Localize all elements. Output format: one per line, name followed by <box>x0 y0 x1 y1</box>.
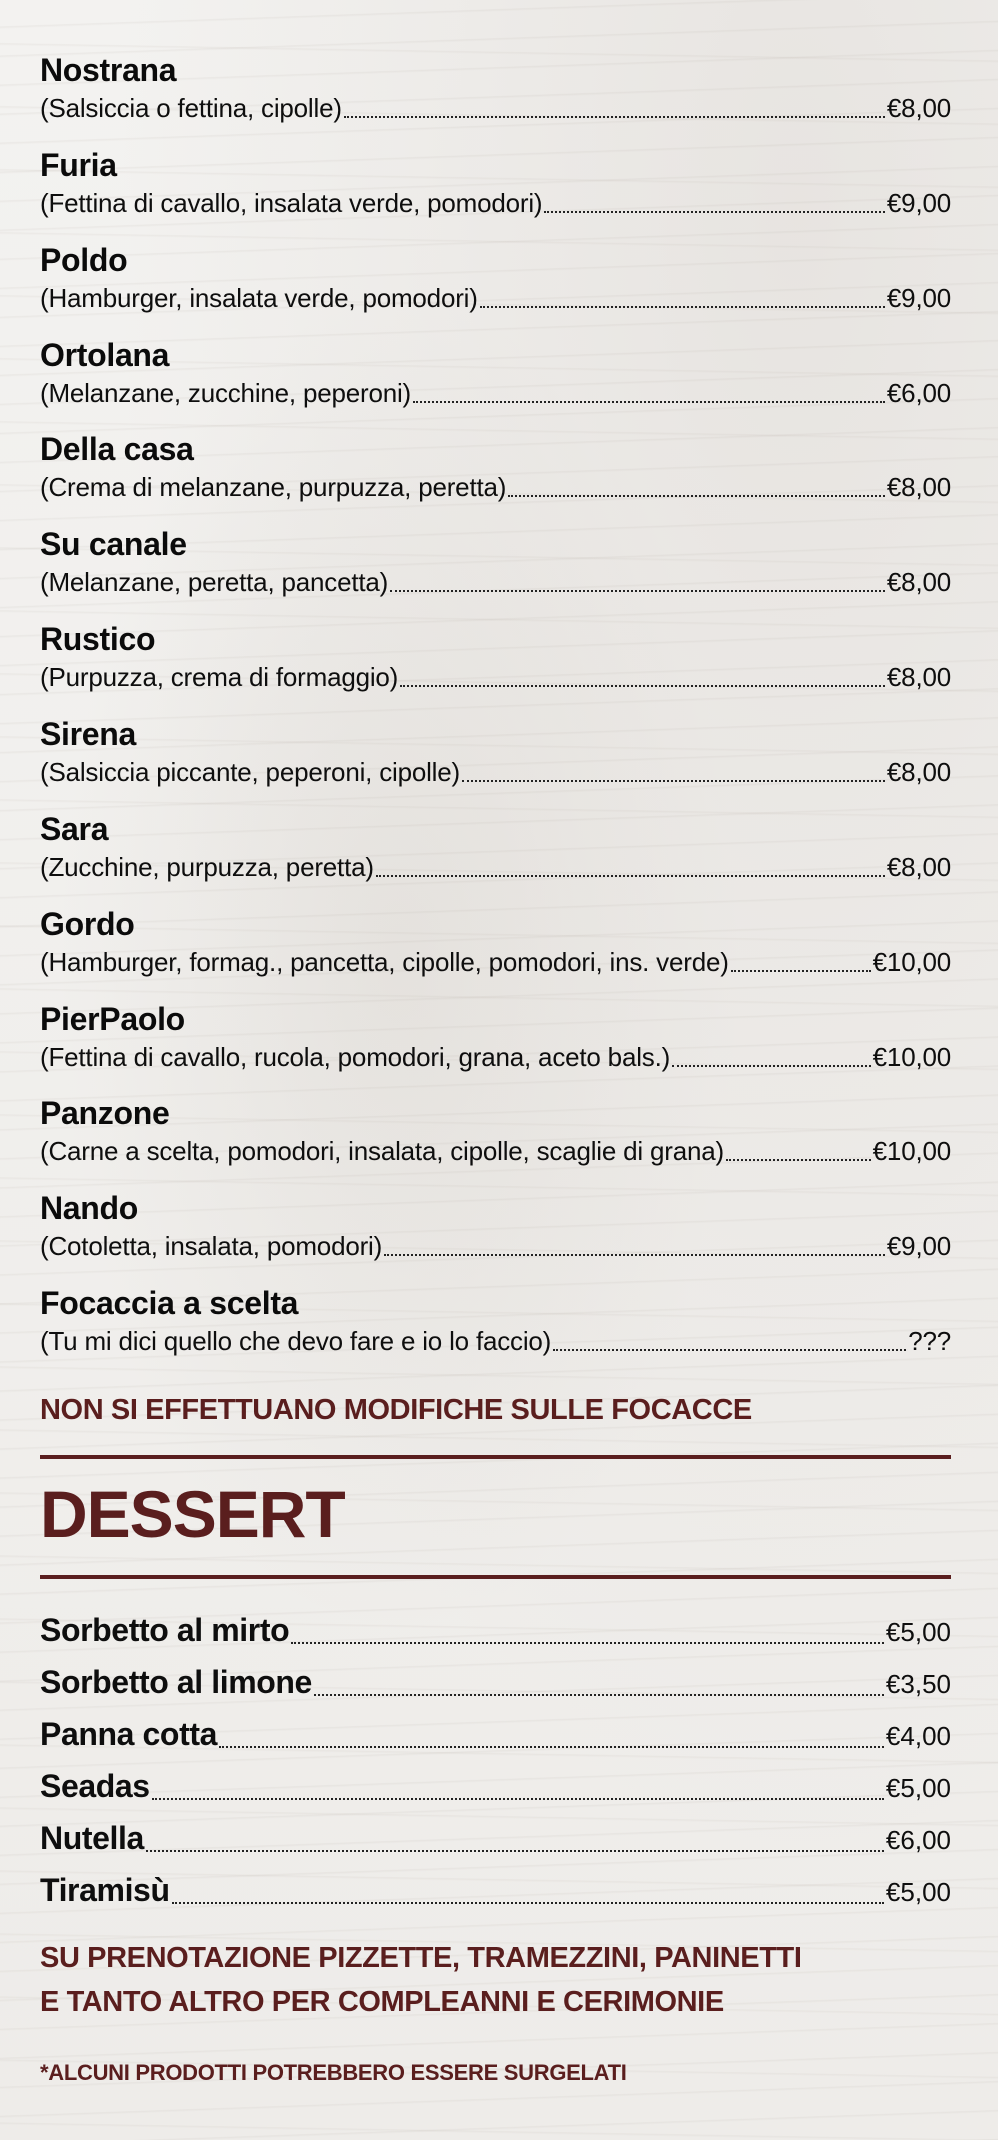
menu-item-gordo <box>40 906 951 978</box>
item-price: €10,00 <box>872 1136 951 1166</box>
item-price: €8,00 <box>886 757 951 787</box>
reservation-notice-line1: SU PRENOTAZIONE PIZZETTE, TRAMEZZINI, PANINETTI <box>40 1942 802 1974</box>
item-description: (Salsiccia piccante, peperoni, cipolle) <box>40 757 460 787</box>
item-price: €3,50 <box>885 1669 951 1699</box>
dessert-item-nutella <box>40 1818 951 1858</box>
item-name: Sorbetto al limone <box>40 1664 312 1700</box>
item-name: Furia <box>40 147 117 183</box>
item-description: (Purpuzza, crema di formaggio) <box>40 662 399 692</box>
dotted-leader <box>291 1642 884 1644</box>
item-name: Focaccia a scelta <box>40 1285 299 1321</box>
item-description: (Salsiccia o fettina, cipolle) <box>40 93 342 123</box>
menu-item-nostrana <box>40 52 951 124</box>
item-name: Panna cotta <box>40 1716 217 1752</box>
item-name: Tiramisù <box>40 1872 170 1908</box>
dotted-leader <box>390 590 885 592</box>
reservation-notice-line2: E TANTO ALTRO PER COMPLEANNI E CERIMONIE <box>40 1986 724 2018</box>
item-price: €8,00 <box>886 472 951 502</box>
item-description: (Melanzane, zucchine, peperoni) <box>40 378 412 408</box>
item-price: €4,00 <box>885 1721 951 1751</box>
item-name: Nando <box>40 1190 139 1226</box>
dotted-leader <box>146 1850 884 1852</box>
frozen-products-footnote: *ALCUNI PRODOTTI POTREBBERO ESSERE SURGELATI <box>40 2060 627 2085</box>
menu-item-panzone <box>40 1095 951 1167</box>
item-name: Panzone <box>40 1095 170 1131</box>
item-price: ??? <box>908 1326 951 1356</box>
item-price: €8,00 <box>886 93 951 123</box>
section-divider-bottom <box>40 1575 951 1579</box>
dotted-leader <box>152 1798 884 1800</box>
item-name: Ortolana <box>40 337 170 373</box>
menu-item-sirena <box>40 716 951 788</box>
item-price: €8,00 <box>886 852 951 882</box>
item-name: Seadas <box>40 1768 150 1804</box>
section-divider-top <box>40 1455 951 1459</box>
menu-item-ortolana <box>40 337 951 409</box>
menu-item-pierpaolo <box>40 1001 951 1073</box>
menu-item-poldo <box>40 242 951 314</box>
item-price: €10,00 <box>872 1042 951 1072</box>
item-price: €5,00 <box>885 1617 951 1647</box>
dotted-leader <box>376 875 885 877</box>
item-price: €9,00 <box>886 1231 951 1261</box>
dotted-leader <box>219 1746 884 1748</box>
dotted-leader <box>480 306 885 308</box>
item-description: (Carne a scelta, pomodori, insalata, cipolle, scaglie di grana) <box>40 1136 724 1166</box>
item-price: €6,00 <box>885 1825 951 1855</box>
item-name: PierPaolo <box>40 1001 185 1037</box>
focacce-notice: NON SI EFFETTUANO MODIFICHE SULLE FOCACCE <box>40 1394 752 1426</box>
dotted-leader <box>672 1065 871 1067</box>
menu-item-focaccia-a-scelta <box>40 1285 951 1357</box>
item-price: €8,00 <box>886 662 951 692</box>
item-name: Nutella <box>40 1820 144 1856</box>
item-name: Rustico <box>40 621 156 657</box>
item-description: (Hamburger, formag., pancetta, cipolle, pomodori, ins. verde) <box>40 947 729 977</box>
item-description: (Tu mi dici quello che devo fare e io lo faccio) <box>40 1326 552 1356</box>
menu-item-rustico <box>40 621 951 693</box>
dotted-leader <box>172 1902 884 1904</box>
dotted-leader <box>731 970 871 972</box>
item-price: €5,00 <box>885 1877 951 1907</box>
dotted-leader <box>413 401 885 403</box>
item-price: €5,00 <box>885 1773 951 1803</box>
item-name: Poldo <box>40 242 128 278</box>
item-description: (Zucchine, purpuzza, peretta) <box>40 852 374 882</box>
item-name: Nostrana <box>40 52 177 88</box>
dessert-item-panna-cotta <box>40 1714 951 1754</box>
dessert-item-sorbetto-limone <box>40 1662 951 1702</box>
dotted-leader <box>726 1159 871 1161</box>
item-description: (Fettina di cavallo, insalata verde, pomodori) <box>40 188 543 218</box>
menu-item-sara <box>40 811 951 883</box>
item-price: €8,00 <box>886 567 951 597</box>
dotted-leader <box>544 211 885 213</box>
item-description: (Cotoletta, insalata, pomodori) <box>40 1231 383 1261</box>
item-description: (Melanzane, peretta, pancetta) <box>40 567 389 597</box>
menu-item-nando <box>40 1190 951 1262</box>
item-description: (Hamburger, insalata verde, pomodori) <box>40 283 478 313</box>
menu-item-su-canale <box>40 526 951 598</box>
dessert-item-tiramisu <box>40 1870 951 1910</box>
dotted-leader <box>314 1694 884 1696</box>
dotted-leader <box>384 1254 885 1256</box>
item-description: (Fettina di cavallo, rucola, pomodori, grana, aceto bals.) <box>40 1042 671 1072</box>
item-price: €9,00 <box>886 283 951 313</box>
menu-item-della-casa <box>40 431 951 503</box>
item-price: €10,00 <box>872 947 951 977</box>
item-name: Gordo <box>40 906 135 942</box>
item-name: Della casa <box>40 431 194 467</box>
dotted-leader <box>508 495 885 497</box>
dessert-item-seadas <box>40 1766 951 1806</box>
item-name: Sirena <box>40 716 137 752</box>
dotted-leader <box>344 116 885 118</box>
dotted-leader <box>462 780 885 782</box>
item-name: Su canale <box>40 526 187 562</box>
item-description: (Crema di melanzane, purpuzza, peretta) <box>40 472 507 502</box>
dotted-leader <box>400 685 885 687</box>
dotted-leader <box>553 1349 906 1351</box>
section-title-dessert: DESSERT <box>40 1477 345 1551</box>
item-name: Sorbetto al mirto <box>40 1612 290 1648</box>
item-name: Sara <box>40 811 109 847</box>
item-price: €9,00 <box>886 188 951 218</box>
item-price: €6,00 <box>886 378 951 408</box>
dessert-item-sorbetto-mirto <box>40 1610 951 1650</box>
menu-item-furia <box>40 147 951 219</box>
